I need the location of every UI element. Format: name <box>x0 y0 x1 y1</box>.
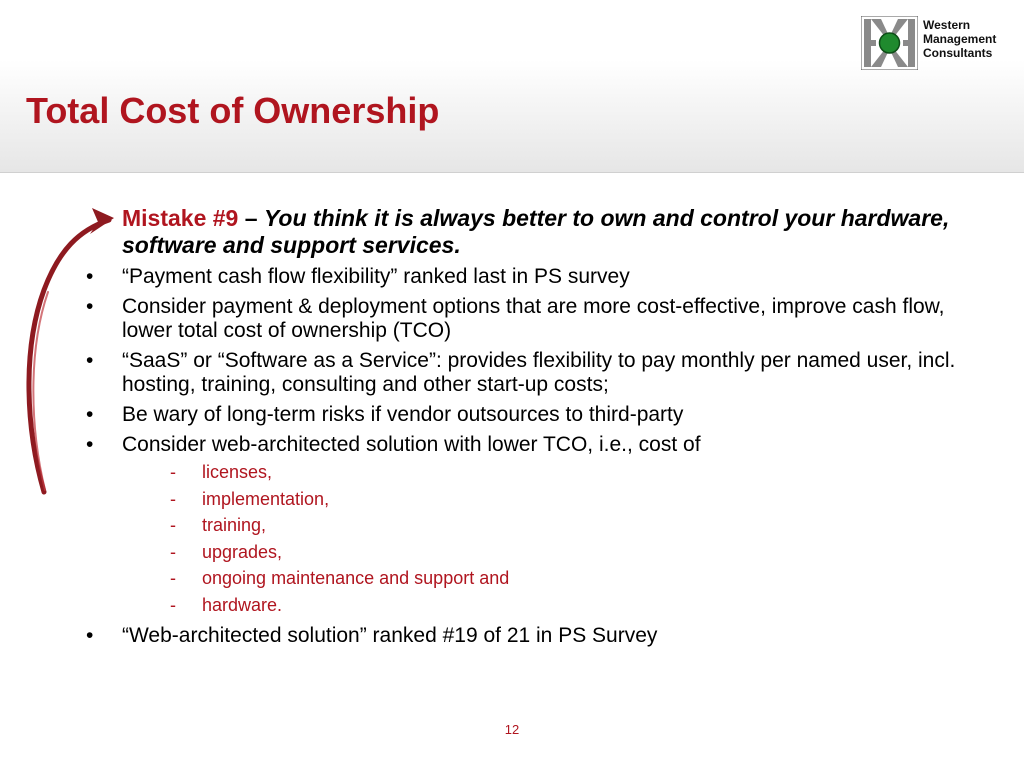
intro-heading <box>122 205 982 259</box>
bullet-symbol: • <box>86 403 94 426</box>
bullet-text: “SaaS” or “Software as a Service”: provides flexibility to pay monthly per named user, incl. hosting, training, consulting and other start-up costs; <box>122 349 956 396</box>
mistake-text: You think it is always better to own and control your hardware, software and support services. <box>122 205 950 258</box>
bullet-symbol: • <box>86 265 94 288</box>
bullet-text: Consider payment & deployment options that are more cost-effective, improve cash flow, lower total cost of ownership (TCO) <box>122 295 945 342</box>
logo-line-3: Consultants <box>923 46 993 60</box>
logo-line-2: Management <box>923 32 997 46</box>
dash-symbol: - <box>170 462 176 482</box>
bullet-symbol: • <box>86 433 94 456</box>
bullet-symbol: • <box>86 624 94 647</box>
sub-item-text: training, <box>202 515 267 535</box>
dash-symbol: - <box>170 515 176 535</box>
logo-wordmark <box>923 18 996 60</box>
dash-symbol: - <box>170 594 176 615</box>
sub-item-text: implementation, <box>202 488 330 509</box>
bullet-text: Be wary of long-term risks if vendor outsources to third-party <box>122 403 684 426</box>
mistake-separator: – <box>238 205 264 231</box>
bullet-text: “Payment cash flow flexibility” ranked last in PS survey <box>122 265 630 288</box>
list-item <box>82 349 982 397</box>
bullet-text: “Web-architected solution” ranked #19 of 21 in PS Survey <box>122 624 658 647</box>
sub-item-text: licenses, <box>202 462 273 482</box>
company-logo <box>861 16 1011 72</box>
wmc-logo-icon <box>861 16 918 70</box>
sub-item-text: ongoing maintenance and support and <box>202 568 510 588</box>
dash-symbol: - <box>170 488 176 509</box>
cost-sub-list <box>122 459 982 618</box>
list-item <box>82 403 982 427</box>
sub-list-item <box>122 486 982 513</box>
mistake-label: Mistake #9 <box>122 205 239 231</box>
dash-symbol: - <box>170 541 176 562</box>
list-item <box>82 265 982 289</box>
sub-list-item <box>122 592 982 619</box>
list-item <box>82 624 982 648</box>
bullet-symbol: • <box>86 295 94 318</box>
sub-list-item <box>122 459 982 486</box>
sub-list-item <box>122 512 982 539</box>
list-item <box>82 433 982 618</box>
sub-item-text: hardware. <box>202 594 283 615</box>
slide-title: Total Cost of Ownership <box>26 90 440 131</box>
slide-body <box>82 205 982 654</box>
bullet-symbol: • <box>86 349 94 372</box>
sub-list-item <box>122 565 982 592</box>
page-number: 12 <box>504 722 520 737</box>
bullet-text: Consider web-architected solution with lower TCO, i.e., cost of <box>122 433 701 456</box>
sub-item-text: upgrades, <box>202 541 283 562</box>
dash-symbol: - <box>170 568 176 588</box>
logo-line-1: Western <box>923 18 971 32</box>
bullet-list <box>82 265 982 648</box>
sub-list-item <box>122 539 982 566</box>
list-item <box>82 295 982 343</box>
